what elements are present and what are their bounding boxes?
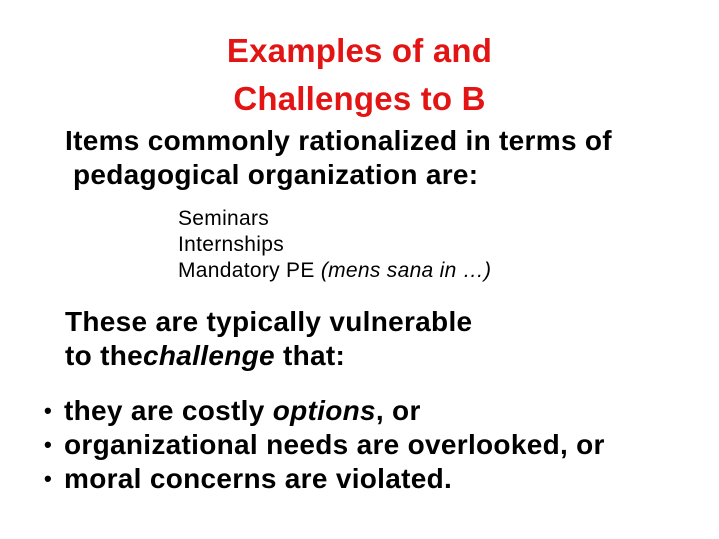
bullet-text-emphasis: options (272, 395, 376, 426)
item-seminars (178, 206, 269, 232)
item-note: (mens sana in …) (320, 259, 492, 282)
item-label: Mandatory PE (178, 259, 315, 282)
bullet-text: organizational needs are overlooked, or (64, 429, 605, 460)
vulnerable-line-1: These are typically vulnerable (65, 306, 473, 337)
bullet-text-prefix: they are costly (64, 395, 273, 426)
intro-line-1: Items commonly rationalized in terms of (65, 125, 612, 156)
slide-title-line-2: Challenges to B (233, 80, 486, 117)
bullet-item-organizational-needs (44, 428, 605, 462)
bullet-marker: • (44, 466, 53, 491)
item-internships (178, 232, 284, 258)
item-label: Seminars (178, 207, 270, 230)
vulnerable-prefix: to the (65, 340, 144, 371)
item-mandatory-pe (178, 258, 491, 284)
bullet-text: moral concerns are violated. (64, 463, 453, 494)
vulnerable-suffix: that: (274, 340, 346, 371)
bullet-item-costly-options (44, 394, 421, 428)
intro-line-2: pedagogical organization are: (73, 159, 479, 190)
bullet-marker: • (44, 398, 53, 423)
bullet-text-suffix: , or (375, 395, 421, 426)
vulnerable-emphasis: challenge (143, 340, 275, 371)
slide-title-line-1: Examples of and (226, 32, 493, 69)
vulnerable-line-2 (65, 339, 345, 373)
bullet-marker: • (44, 432, 53, 457)
item-label: Internships (178, 233, 285, 256)
bullet-item-moral-concerns (44, 462, 452, 496)
